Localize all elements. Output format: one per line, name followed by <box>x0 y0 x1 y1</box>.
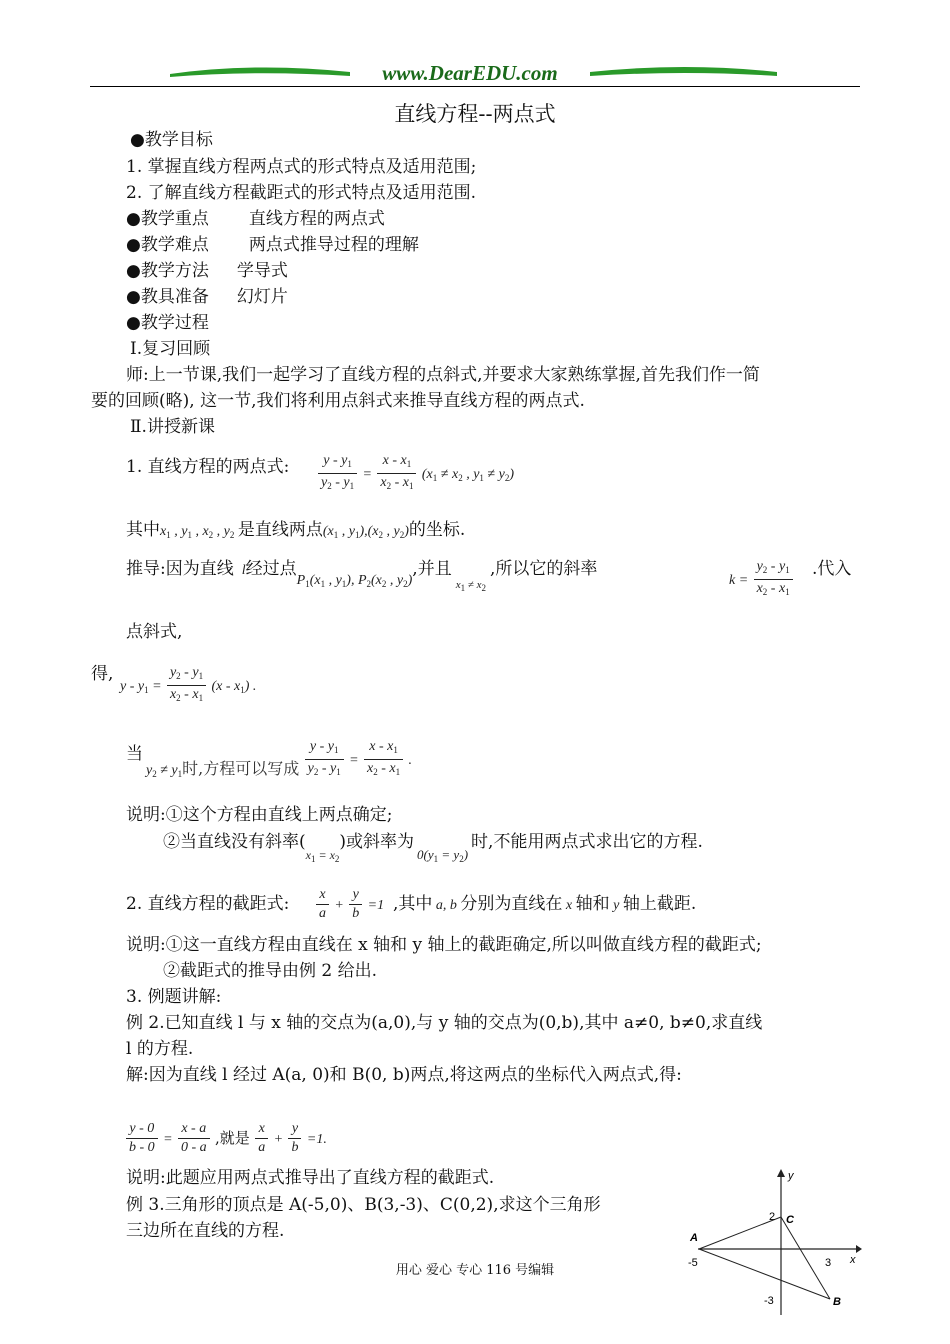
get-label: 得, <box>91 664 114 684</box>
where-line: 其中$x_1$ , $y_1$ , $x_2$ , $y_2$ 是直线两点($x_1$ , $y_1),(x_2$ , $y_2$)的坐标. <box>126 520 466 540</box>
text: ,所以它的斜率 <box>490 559 598 579</box>
triangle-figure <box>684 1165 864 1323</box>
fraction: $\frac{x - x_1}{x_2 - x_1}$ <box>364 738 403 781</box>
x-axis-arrow <box>856 1245 862 1253</box>
meta-value: 两点式推导过程的理解 <box>248 235 419 255</box>
text: 轴和 <box>575 894 610 914</box>
two-point-formula: $\frac{y - y_1}{y_2 - y_1}$ = $\frac{x - x_1}{x_2 - x_1}$ ($x_1 \ne x_2$ , $y_1 \ne y_2$) <box>318 452 514 495</box>
y-axis-arrow <box>777 1169 785 1177</box>
fraction: $\frac{x}{a}$ <box>255 1120 268 1157</box>
text: 其中 <box>126 520 160 540</box>
note-line2: ②当直线没有斜率$(_{x_1 = x_2})$或斜率为$_{0(y_1 = y_2)}$时,不能用两点式求出它的方程. <box>163 832 703 864</box>
fraction: $\frac{x}{a}$ <box>316 886 329 923</box>
new-lesson-heading: Ⅱ.讲授新课 <box>130 417 215 437</box>
objectives-heading: ●教学目标 <box>130 130 213 150</box>
text: 时,方程可以写成 <box>182 759 300 778</box>
example3-line2: 三边所在直线的方程. <box>126 1221 285 1241</box>
fraction: $\frac{y - y_1}{y_2 - y_1}$ <box>305 738 344 781</box>
fraction: $\frac{x - x_1}{x_2 - x_1}$ <box>377 452 416 495</box>
intercept-desc: ,其中 a, b 分别为直线在 x 轴和 y 轴上截距. <box>393 894 697 914</box>
review-paragraph-line1: 师:上一节课,我们一起学习了直线方程的点斜式,并要求大家熟练掌握,首先我们作一简 <box>126 365 760 385</box>
text: ①这个方程由直线上两点确定; <box>165 805 393 825</box>
tick-label-2: 2 <box>769 1211 776 1223</box>
banner-swoosh-right <box>590 67 777 76</box>
fraction: $\frac{x - a}{0 - a}$ <box>178 1120 210 1157</box>
derivation-continued: 点斜式, <box>126 622 183 642</box>
review-heading: Ⅰ.复习回顾 <box>130 339 211 359</box>
vertex-label-b: B <box>833 1296 841 1308</box>
tick-label-3: 3 <box>825 1257 832 1269</box>
text: ,并且 <box>412 559 452 579</box>
fraction: $\frac{y - 0}{b - 0}$ <box>126 1120 158 1157</box>
intercept-note2: ②截距式的推导由例 2 给出. <box>163 961 378 981</box>
meta-label: ●教学难点 <box>126 235 209 255</box>
text: 经过点 <box>245 559 297 579</box>
process-heading: ●教学过程 <box>126 313 209 333</box>
text: ②当直线没有斜率( <box>163 832 306 852</box>
point-slope-result: y - $y_1$ = $\frac{y_2 - y_1}{x_2 - x_1}$ $(x - x_1)$ . <box>120 664 256 707</box>
objective-2: 2. 了解直线方程截距式的形式特点及适用范围. <box>126 183 477 203</box>
fraction: $\frac{y}{b}$ <box>288 1120 301 1157</box>
meta-difficulty <box>126 233 419 257</box>
header-rule <box>90 86 860 87</box>
example3-line1: 例 3.三角形的顶点是 A(-5,0)、B(3,-3)、C(0,2),求这个三角形 <box>126 1195 601 1215</box>
text: 分别为直线在 <box>460 894 563 914</box>
text: =1. <box>306 1132 327 1147</box>
text: 说明: <box>126 805 166 825</box>
intercept-note1: 说明:①这一直线方程由直线在 x 轴和 y 轴上的截距确定,所以叫做直线方程的截距式; <box>126 935 762 955</box>
example2-note: 说明:此题应用两点式推导出了直线方程的截距式. <box>126 1168 495 1188</box>
meta-tools <box>126 285 288 309</box>
examples-heading: 3. 例题讲解: <box>126 987 222 1007</box>
meta-label: ●教学重点 <box>126 209 209 229</box>
tick-label-neg3: -3 <box>764 1295 774 1307</box>
text: 是直线两点 <box>237 520 323 540</box>
text: 的坐标. <box>408 520 466 540</box>
intercept-label: 2. 直线方程的截距式: <box>126 894 290 914</box>
site-logo-text: www.DearEDU.com <box>382 61 558 85</box>
fraction: $\frac{y_2 - y_1}{x_2 - x_1}$ <box>754 558 793 601</box>
solution-line: 解:因为直线 l 经过 A(a, 0)和 B(0, b)两点,将这两点的坐标代入两点式,得: <box>126 1065 682 1085</box>
meta-method <box>126 259 288 283</box>
slope-formula: k = $\frac{y_2 - y_1}{x_2 - x_1}$ <box>729 558 793 601</box>
header-banner <box>165 58 785 86</box>
tick-label-neg5: -5 <box>688 1257 698 1269</box>
text: 时,不能用两点式求出它的方程. <box>471 832 703 852</box>
banner-swoosh-left <box>170 67 350 77</box>
text: 推导:因为直线 <box>126 559 234 579</box>
review-paragraph-line2: 要的回顾(略), 这一节,我们将利用点斜式来推导直线方程的两点式. <box>91 391 585 411</box>
vertex-label-c: C <box>786 1214 794 1226</box>
objective-1: 1. 掌握直线方程两点式的形式特点及适用范围; <box>126 157 477 177</box>
page-title: 直线方程--两点式 <box>394 102 556 126</box>
derivation-line: 推导:因为直线 l经过点$_{P_1(x_1 , y_1), P_2(x_2 , y_2)}$,并且$_{x_1 \ne x_2}$,所以它的斜率 <box>126 559 598 593</box>
example2-line1: 例 2.已知直线 l 与 x 轴的交点为(a,0),与 y 轴的交点为(0,b),其中 a≠0, b≠0,求直线 <box>126 1013 763 1033</box>
intercept-formula: $\frac{x}{a}$ + $\frac{y}{b}$ =1 <box>316 886 384 923</box>
vertex-label-a: A <box>690 1232 698 1244</box>
meta-key-points <box>126 207 385 231</box>
fraction: $\frac{y}{b}$ <box>349 886 362 923</box>
example2-line2: l 的方程. <box>126 1039 194 1059</box>
note-line1 <box>126 803 392 827</box>
meta-value: 直线方程的两点式 <box>248 209 385 229</box>
meta-value: 学导式 <box>236 261 288 281</box>
fraction: $\frac{y - y_1}{y_2 - y_1}$ <box>318 452 357 495</box>
text: )或斜率为 <box>339 832 415 852</box>
fraction: $\frac{y_2 - y_1}{x_2 - x_1}$ <box>167 664 206 707</box>
page-footer: 用心 爱心 专心 116 号编辑 <box>395 1263 555 1278</box>
meta-label: ●教具准备 <box>126 287 209 307</box>
derivation-substitute: .代入 <box>812 559 852 579</box>
side-bc <box>781 1217 830 1299</box>
when-formula: $_{y_2 \ne y_1}$时,方程可以写成 $\frac{y - y_1}{y_2 - y_1}$ = $\frac{x - x_1}{x_2 - x_1}$ . <box>146 739 413 779</box>
text: ,就是 <box>215 1129 250 1147</box>
text: 轴上截距. <box>622 894 697 914</box>
meta-label: ●教学方法 <box>126 261 209 281</box>
when-label: 当 <box>126 744 143 764</box>
two-point-label: 1. 直线方程的两点式: <box>126 457 290 477</box>
axis-label-x: x <box>850 1254 856 1266</box>
line-symbol: l <box>241 563 246 578</box>
solution-formula: $\frac{y - 0}{b - 0}$ = $\frac{x - a}{0 - a}$ ,就是 $\frac{x}{a}$ + $\frac{y}{b}$ =1. <box>126 1120 327 1157</box>
meta-value: 幻灯片 <box>236 287 288 307</box>
text: ,其中 <box>393 894 433 914</box>
axis-label-y: y <box>788 1170 794 1182</box>
